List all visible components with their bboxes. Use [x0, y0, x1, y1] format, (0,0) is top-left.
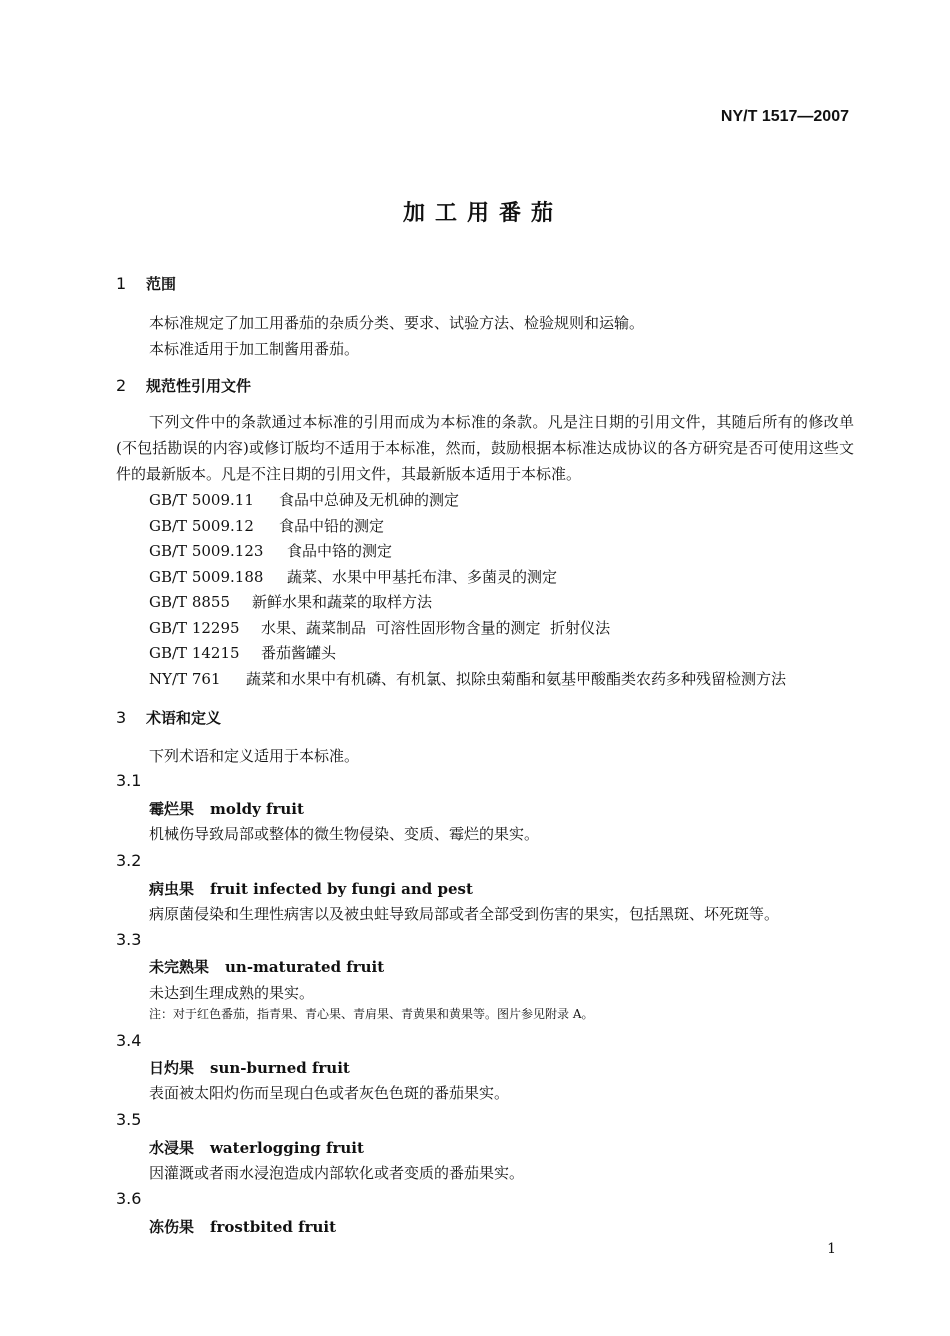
reference-code: NY/T 761 — [149, 670, 221, 688]
section-number: 3 — [116, 708, 127, 727]
body-line: 本标准规定了加工用番茄的杂质分类、要求、试验方法、检验规则和运输。 — [149, 314, 645, 332]
reference-code: GB/T 12295 — [149, 619, 240, 637]
standard-number: NY/T 1517—2007 — [720, 108, 849, 125]
term-en: un-maturated fruit — [225, 958, 385, 976]
reference-code: GB/T 5009.123 — [149, 542, 264, 560]
reference-item — [149, 515, 384, 536]
reference-code: GB/T 5009.12 — [149, 517, 254, 535]
term-heading — [149, 798, 304, 819]
term-en: moldy fruit — [210, 800, 304, 818]
reference-item — [149, 617, 610, 638]
page-number: 1 — [827, 1241, 836, 1257]
clause-number: 3.3 — [116, 930, 142, 949]
section-number: 2 — [116, 376, 127, 395]
term-definition: 病原菌侵染和生理性病害以及被虫蛀导致局部或者全部受到伤害的果实，包括黑斑、坏死斑等。 — [149, 905, 780, 923]
term-definition: 未达到生理成熟的果实。 — [149, 984, 315, 1002]
term-zh: 水浸果 — [149, 1139, 195, 1157]
term-en: fruit infected by fungi and pest — [210, 880, 473, 898]
reference-code: GB/T 5009.11 — [149, 491, 254, 509]
term-zh: 病虫果 — [149, 880, 195, 898]
reference-code: GB/T 14215 — [149, 644, 240, 662]
reference-title: 蔬菜和水果中有机磷、有机氯、拟除虫菊酯和氨基甲酸酯类农药多种残留检测方法 — [246, 670, 787, 688]
term-heading — [149, 1216, 336, 1237]
term-note: 注：对于红色番茄，指青果、青心果、青肩果、青黄果和黄果等。图片参见附录 A。 — [149, 1007, 594, 1021]
reference-item — [149, 668, 786, 689]
term-zh: 冻伤果 — [149, 1218, 195, 1236]
reference-code: GB/T 5009.188 — [149, 568, 264, 586]
section-3-intro: 下列术语和定义适用于本标准。 — [149, 747, 360, 765]
body-line: 本标准适用于加工制酱用番茄。 — [149, 340, 360, 358]
term-definition: 因灌溉或者雨水浸泡造成内部软化或者变质的番茄果实。 — [149, 1164, 525, 1182]
reference-item — [149, 489, 459, 510]
reference-title: 水果、蔬菜制品 可溶性固形物含量的测定 折射仪法 — [261, 619, 611, 637]
reference-title: 食品中总砷及无机砷的测定 — [279, 491, 460, 509]
clause-number: 3.2 — [116, 851, 142, 870]
clause-number: 3.4 — [116, 1031, 142, 1050]
term-heading — [149, 956, 384, 977]
clause-number: 3.1 — [116, 771, 142, 790]
term-en: frostbited fruit — [210, 1218, 337, 1236]
term-en: waterlogging fruit — [210, 1139, 364, 1157]
section-title: 术语和定义 — [146, 709, 222, 727]
reference-title: 番茄酱罐头 — [261, 644, 337, 662]
reference-item — [149, 642, 336, 663]
term-zh: 日灼果 — [149, 1059, 195, 1077]
term-heading — [149, 1057, 350, 1078]
section-2-heading — [116, 375, 251, 396]
section-title: 规范性引用文件 — [146, 377, 252, 395]
section-3-heading — [116, 707, 221, 728]
reference-item — [149, 540, 392, 561]
clause-number: 3.5 — [116, 1110, 142, 1129]
section-number: 1 — [116, 274, 127, 293]
reference-code: GB/T 8855 — [149, 593, 231, 611]
term-definition: 机械伤导致局部或整体的微生物侵染、变质、霉烂的果实。 — [149, 825, 540, 843]
document-title: 加工用番茄 — [402, 201, 563, 226]
section-title: 范围 — [146, 275, 177, 293]
clause-number: 3.6 — [116, 1189, 142, 1208]
term-en: sun-burned fruit — [210, 1059, 350, 1077]
section-1-heading — [116, 273, 176, 294]
reference-title: 新鲜水果和蔬菜的取样方法 — [252, 593, 433, 611]
term-heading — [149, 878, 473, 899]
term-definition: 表面被太阳灼伤而呈现白色或者灰色色斑的番茄果实。 — [149, 1084, 510, 1102]
reference-title: 食品中铬的测定 — [287, 542, 393, 560]
term-heading — [149, 1137, 364, 1158]
term-zh: 霉烂果 — [149, 800, 195, 818]
reference-item — [149, 591, 432, 612]
reference-title: 蔬菜、水果中甲基托布津、多菌灵的测定 — [287, 568, 558, 586]
reference-item — [149, 566, 557, 587]
term-zh: 未完熟果 — [149, 958, 210, 976]
reference-title: 食品中铅的测定 — [279, 517, 385, 535]
section-2-paragraph: 下列文件中的条款通过本标准的引用而成为本标准的条款。凡是注日期的引用文件，其随后所有的修改单(不包括勘误的内容)或修订版均不适用于本标准，然而，鼓励根据本标准达成协议的各方研究是否可使用这些文件的最新版本。凡是不注日期的引用文件，其最新版本适用于本标准。 — [116, 413, 854, 483]
